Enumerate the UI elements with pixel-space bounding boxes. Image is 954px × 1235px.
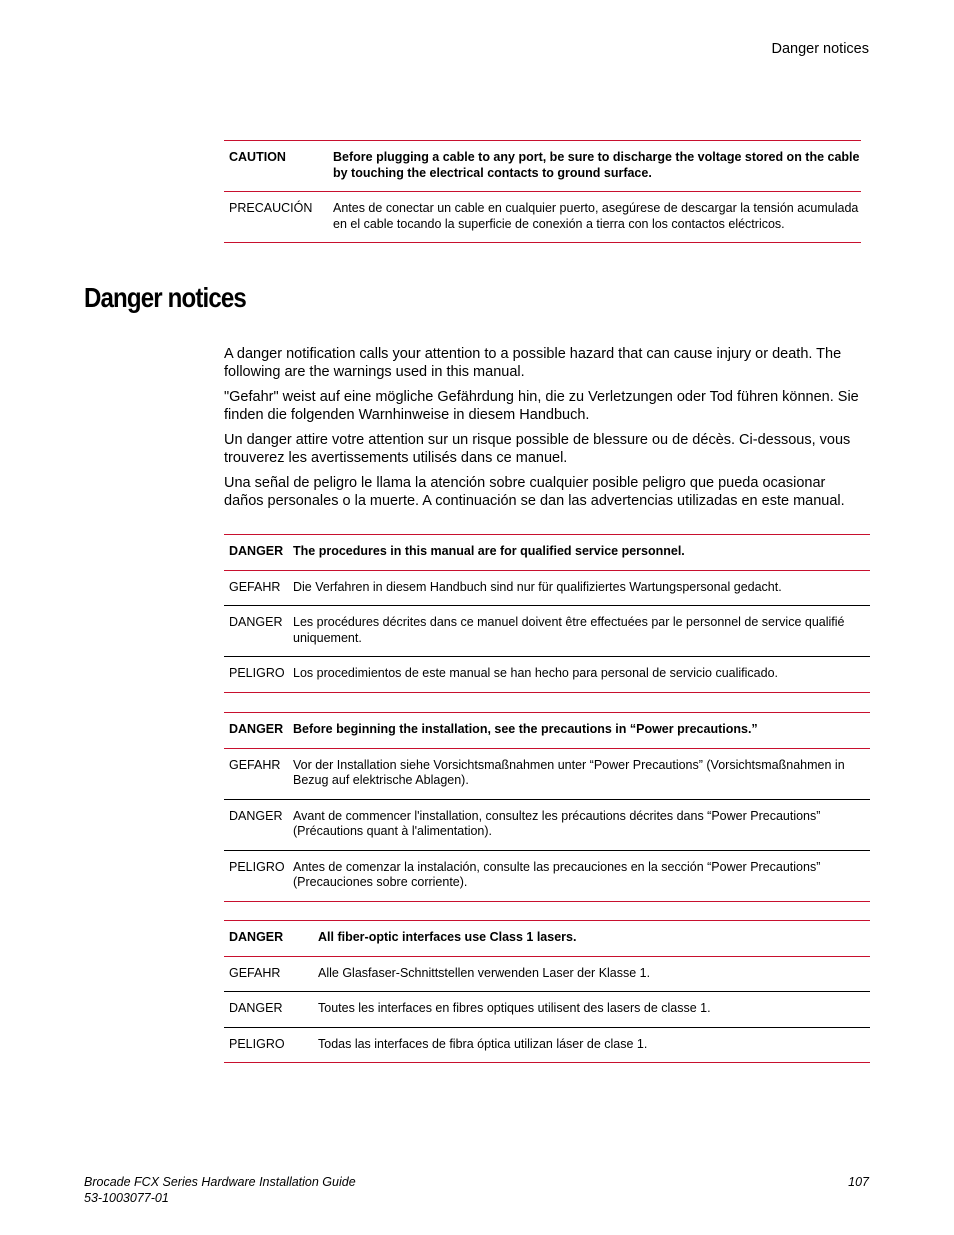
danger-notice-table-1	[224, 534, 870, 693]
notice-text: All fiber-optic interfaces use Class 1 lasers.	[318, 921, 870, 957]
notice-row-precaucion	[224, 192, 861, 243]
intro-paragraph-de: "Gefahr" weist auf eine mögliche Gefährdung hin, die zu Verletzungen oder Tod führen können. Sie finden die folgenden Warnhinweise in diesem Handbuch.	[224, 389, 859, 423]
notice-label: PELIGRO	[224, 850, 293, 901]
notice-label: DANGER	[224, 921, 318, 957]
notice-text: Alle Glasfaser-Schnittstellen verwenden Laser der Klasse 1.	[318, 956, 870, 992]
notice-row	[224, 748, 870, 799]
notice-label: GEFAHR	[224, 956, 318, 992]
intro-paragraph-fr: Un danger attire votre attention sur un risque possible de blessure ou de décès. Ci-dessous, vous trouverez les avertissements utilisés dans ce manuel.	[224, 432, 851, 466]
intro-paragraph-en: A danger notification calls your attention to a possible hazard that can cause injury or death. The following are the warnings used in this manual.	[224, 346, 842, 380]
notice-text: Todas las interfaces de fibra óptica utilizan láser de clase 1.	[318, 1027, 870, 1063]
notice-text: Antes de comenzar la instalación, consulte las precauciones en la sección “Power Precautions” (Precauciones sobre corriente).	[293, 850, 870, 901]
notice-row	[224, 992, 870, 1028]
intro-paragraph-es: Una señal de peligro le llama la atención sobre cualquier posible peligro que pueda ocasionar daños personales o la muerte. A continuación se dan las advertencias utilizadas en este manual.	[224, 475, 845, 509]
notice-row	[224, 956, 870, 992]
footer-title: Brocade FCX Series Hardware Installation Guide	[84, 1175, 356, 1189]
notice-row	[224, 535, 870, 571]
notice-label: PELIGRO	[224, 1027, 318, 1063]
notice-label: GEFAHR	[224, 570, 293, 606]
notice-label: DANGER	[224, 799, 293, 850]
notice-label: GEFAHR	[224, 748, 293, 799]
notice-text: Los procedimientos de este manual se han hecho para personal de servicio cualificado.	[293, 657, 870, 693]
notice-label: DANGER	[224, 713, 293, 749]
danger-notice-table-2	[224, 712, 870, 902]
notice-row-caution	[224, 141, 861, 192]
footer-doc-number: 53-1003077-01	[84, 1190, 169, 1205]
notice-text: Die Verfahren in diesem Handbuch sind nur für qualifiziertes Wartungspersonal gedacht.	[293, 570, 870, 606]
notice-text: Avant de commencer l'installation, consultez les précautions décrites dans “Power Precautions” (Précautions quant à l'alimentation).	[293, 799, 870, 850]
footer-document-info	[84, 1175, 356, 1206]
notice-row	[224, 713, 870, 749]
notice-row	[224, 657, 870, 693]
footer-page-number: 107	[848, 1175, 869, 1189]
caution-notice-table	[224, 140, 861, 243]
notice-text: The procedures in this manual are for qualified service personnel.	[293, 535, 870, 571]
notice-row	[224, 850, 870, 901]
notice-text: Les procédures décrites dans ce manuel doivent être effectuées par le personnel de service qualifié uniquement.	[293, 606, 870, 657]
notice-text: Antes de conectar un cable en cualquier puerto, asegúrese de descargar la tensión acumulada en el cable tocando la superficie de conexión a tierra con los contactos eléctricos.	[333, 192, 861, 243]
notice-text: Toutes les interfaces en fibres optiques utilisent des lasers de classe 1.	[318, 992, 870, 1028]
notice-label: PELIGRO	[224, 657, 293, 693]
notice-label: DANGER	[224, 535, 293, 571]
notice-text: Before beginning the installation, see the precautions in “Power precautions.”	[293, 713, 870, 749]
notice-text: Before plugging a cable to any port, be sure to discharge the voltage stored on the cable by touching the electrical contacts to ground surface.	[333, 141, 861, 192]
notice-row	[224, 570, 870, 606]
notice-text: Vor der Installation siehe Vorsichtsmaßnahmen unter “Power Precautions” (Vorsichtsmaßnahmen in Bezug auf elektrische Ablagen).	[293, 748, 870, 799]
notice-row	[224, 1027, 870, 1063]
running-header: Danger notices	[771, 41, 869, 57]
notice-row	[224, 799, 870, 850]
section-heading: Danger notices	[84, 282, 246, 313]
notice-label: DANGER	[224, 992, 318, 1028]
notice-row	[224, 921, 870, 957]
notice-label: PRECAUCIÓN	[224, 192, 333, 243]
intro-text	[224, 346, 864, 518]
notice-label: CAUTION	[224, 141, 333, 192]
notice-label: DANGER	[224, 606, 293, 657]
notice-row	[224, 606, 870, 657]
danger-notice-table-3	[224, 920, 870, 1063]
